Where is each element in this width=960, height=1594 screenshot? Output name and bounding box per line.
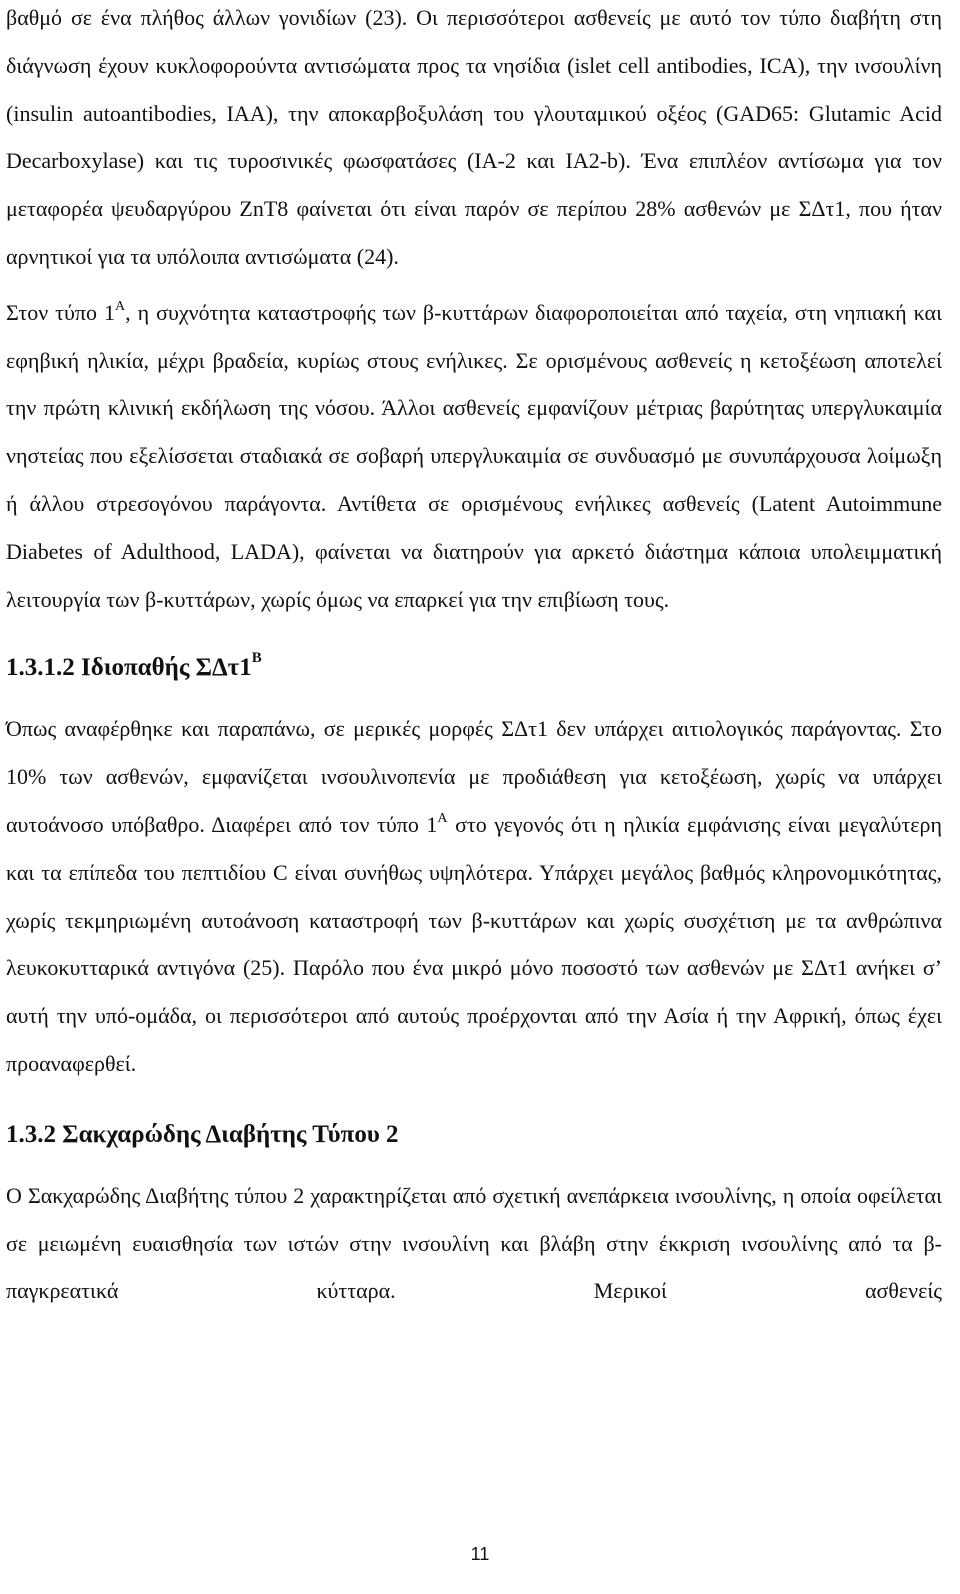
- paragraph-idiopathic-start: Όπως αναφέρθηκε και παραπάνω, σε μερικές μορφές ΣΔτ1 δεν υπάρχει αιτιολογικός παράγοντας. Στο 10% των ασθενών, εμφανίζεται ινσουλινοπενία με προδιάθεση για κετοξέωση, χωρίς να υπάρχει αυτοάνοσο υπόβαθρο. Διαφέρει από τον τύπο 1: [6, 716, 942, 837]
- section-heading-idiopathic: [6, 645, 942, 691]
- paragraph-idiopathic: [6, 705, 942, 1087]
- paragraph-idiopathic-rest: στο γεγονός ότι η ηλικία εμφάνισης είναι μεγαλύτερη και τα επίπεδα του πεπτιδίου C είναι συνήθως υψηλότερα. Υπάρχει μεγάλος βαθμός κληρονομικότητας, χωρίς τεκμηριωμένη αυτοάνοση καταστροφή των β-κυττάρων και χωρίς συσχέτιση με τα ανθρώπινα λευκοκυτταρικά αντιγόνα (25). Παρόλο που ένα μικρό μόνο ποσοστό των ασθενών με ΣΔτ1 ανήκει σ’ αυτή την υπό-ομάδα, οι περισσότεροι από αυτούς προέρχονται από την Ασία ή την Αφρική, όπως έχει προαναφερθεί.: [6, 811, 943, 1076]
- superscript-a-2: Α: [437, 810, 448, 826]
- paragraph-type1a-course-start: Στον τύπο 1: [6, 299, 116, 325]
- superscript-b: Β: [251, 650, 262, 667]
- paragraph-type1a-course: [6, 289, 942, 624]
- paragraph-type2-intro: [6, 1172, 942, 1315]
- page-number: 11: [470, 1544, 490, 1564]
- paragraph-type1a-course-rest: , η συχνότητα καταστροφής των β-κυττάρων διαφοροποιείται από ταχεία, στη νηπιακή και εφηβική ηλικία, μέχρι βραδεία, κυρίως στους ενήλικες. Σε ορισμένους ασθενείς η κετοξέωση αποτελεί την πρώτη κλινική εκδήλωση της νόσου. Άλλοι ασθενείς εμφανίζουν μέτριας βαρύτητας υπεργλυκαιμία νηστείας που εξελίσσεται σταδιακά σε σοβαρή υπεργλυκαιμία σε συνδυασμό με συνυπάρχουσα λοίμωξη ή άλλου στρεσογόνου παράγοντα. Αντίθετα σε ορισμένους ενήλικες ασθενείς (Latent Autoimmune Diabetes of Adulthood, LADA), φαίνεται να διατηρούν για αρκετό διάστημα κάποια υπολειμματική λειτουργία των β-κυττάρων, χωρίς όμως να επαρκεί για την επιβίωση τους.: [6, 299, 942, 612]
- page-body: [6, 0, 942, 1315]
- section-heading-type2: [6, 1112, 942, 1158]
- section-heading-type2-text: 1.3.2 Σακχαρώδης Διαβήτης Τύπου 2: [6, 1120, 399, 1148]
- paragraph-autoantibodies-text: βαθμό σε ένα πλήθος άλλων γονιδίων (23). Οι περισσότεροι ασθενείς με αυτό τον τύπο διαβήτη στη διάγνωση έχουν κυκλοφορούντα αντισώματα προς τα νησίδια (islet cell antibodies, ICA), την ινσουλίνη (insulin autoantibodies, IAA), την αποκαρβοξυλάση του γλουταμικού οξέος (GAD65: Glutamic Acid Decarboxylase) και τις τυροσινικές φωσφατάσες (IA-2 και IA2-b). Ένα επιπλέον αντίσωμα για τον μεταφορέα ψευδαργύρου ZnT8 φαίνεται ότι είναι παρόν σε περίπου 28% ασθενών με ΣΔτ1, που ήταν αρνητικοί για τα υπόλοιπα αντισώματα (24).: [6, 5, 942, 269]
- superscript-a: Α: [115, 298, 126, 314]
- paragraph-autoantibodies: [6, 0, 942, 281]
- paragraph-type2-intro-text: Ο Σακχαρώδης Διαβήτης τύπου 2 χαρακτηρίζεται από σχετική ανεπάρκεια ινσουλίνης, η οποία οφείλεται σε μειωμένη ευαισθησία των ιστών στην ινσουλίνη και βλάβη στην έκκριση ινσουλίνης από τα β-παγκρεατικά κύτταρα. Μερικοί ασθενείς: [6, 1182, 942, 1304]
- section-heading-idiopathic-text: 1.3.1.2 Ιδιοπαθής ΣΔτ1: [6, 654, 252, 682]
